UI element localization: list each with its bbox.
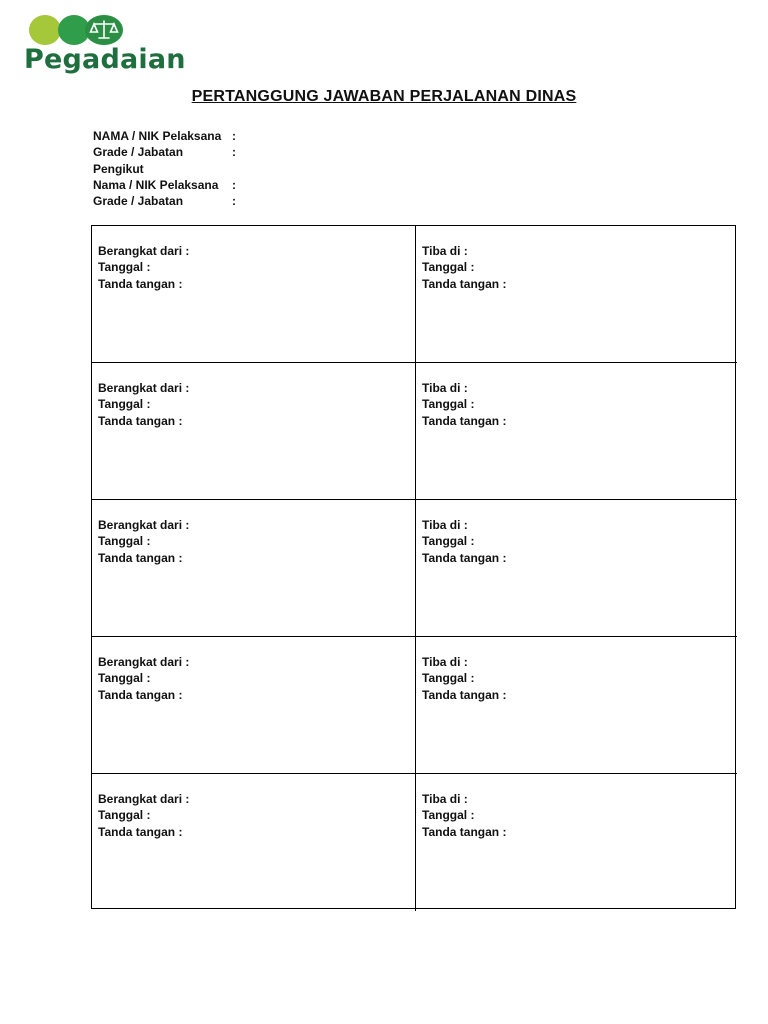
- signature-label: Tanda tangan :: [98, 276, 183, 291]
- departure-cell: [92, 500, 416, 637]
- info-row: [93, 177, 236, 193]
- signature-label: Tanda tangan :: [422, 687, 507, 702]
- date-label: Tanggal :: [422, 260, 475, 275]
- arrival-cell: [416, 774, 737, 911]
- pelaksana-info: [93, 128, 236, 209]
- departure-label: Berangkat dari :: [98, 792, 190, 806]
- date-label: Tanggal :: [422, 808, 475, 823]
- departure-label: Berangkat dari :: [98, 655, 190, 669]
- info-label: Pengikut: [93, 161, 144, 176]
- signature-label: Tanda tangan :: [422, 550, 507, 565]
- signature-label: Tanda tangan :: [422, 276, 507, 291]
- info-row: [93, 128, 236, 144]
- date-label: Tanggal :: [422, 534, 475, 549]
- info-colon: :: [232, 145, 236, 160]
- info-row: [93, 193, 236, 209]
- info-row: [93, 144, 236, 160]
- date-label: Tanggal :: [98, 534, 151, 549]
- arrival-label: Tiba di :: [422, 244, 468, 258]
- date-label: Tanggal :: [98, 260, 151, 275]
- departure-label: Berangkat dari :: [98, 381, 190, 395]
- document-title: PERTANGGUNG JAWABAN PERJALANAN DINAS: [191, 88, 577, 105]
- departure-label: Berangkat dari :: [98, 518, 190, 532]
- departure-cell: [92, 226, 416, 363]
- info-label: Grade / Jabatan: [93, 145, 184, 160]
- info-row: [93, 161, 221, 177]
- signature-label: Tanda tangan :: [98, 550, 183, 565]
- date-label: Tanggal :: [98, 671, 151, 686]
- signature-label: Tanda tangan :: [98, 413, 183, 428]
- info-colon: :: [232, 177, 236, 192]
- info-label: NAMA / NIK Pelaksana: [93, 129, 222, 143]
- departure-cell: [92, 774, 416, 911]
- departure-cell: [92, 637, 416, 774]
- arrival-label: Tiba di :: [422, 655, 468, 669]
- arrival-label: Tiba di :: [422, 381, 468, 395]
- arrival-cell: [416, 637, 737, 774]
- signature-label: Tanda tangan :: [98, 687, 183, 702]
- pegadaian-logo: [24, 14, 199, 80]
- info-label: Grade / Jabatan: [93, 194, 184, 209]
- scales-icon: [29, 14, 124, 46]
- info-colon: :: [232, 194, 236, 209]
- info-label: Nama / NIK Pelaksana: [93, 177, 219, 192]
- signature-label: Tanda tangan :: [422, 413, 507, 428]
- arrival-label: Tiba di :: [422, 518, 468, 532]
- signature-label: Tanda tangan :: [422, 824, 507, 839]
- arrival-label: Tiba di :: [422, 792, 468, 806]
- signature-label: Tanda tangan :: [98, 824, 183, 839]
- departure-label: Berangkat dari :: [98, 244, 190, 258]
- travel-record-table: [91, 225, 736, 909]
- arrival-cell: [416, 500, 737, 637]
- logo-wordmark: Pegadaian: [24, 44, 186, 75]
- arrival-cell: [416, 226, 737, 363]
- date-label: Tanggal :: [98, 808, 151, 823]
- arrival-cell: [416, 363, 737, 500]
- departure-cell: [92, 363, 416, 500]
- date-label: Tanggal :: [422, 671, 475, 686]
- info-colon: :: [232, 129, 236, 143]
- date-label: Tanggal :: [422, 397, 475, 412]
- date-label: Tanggal :: [98, 397, 151, 412]
